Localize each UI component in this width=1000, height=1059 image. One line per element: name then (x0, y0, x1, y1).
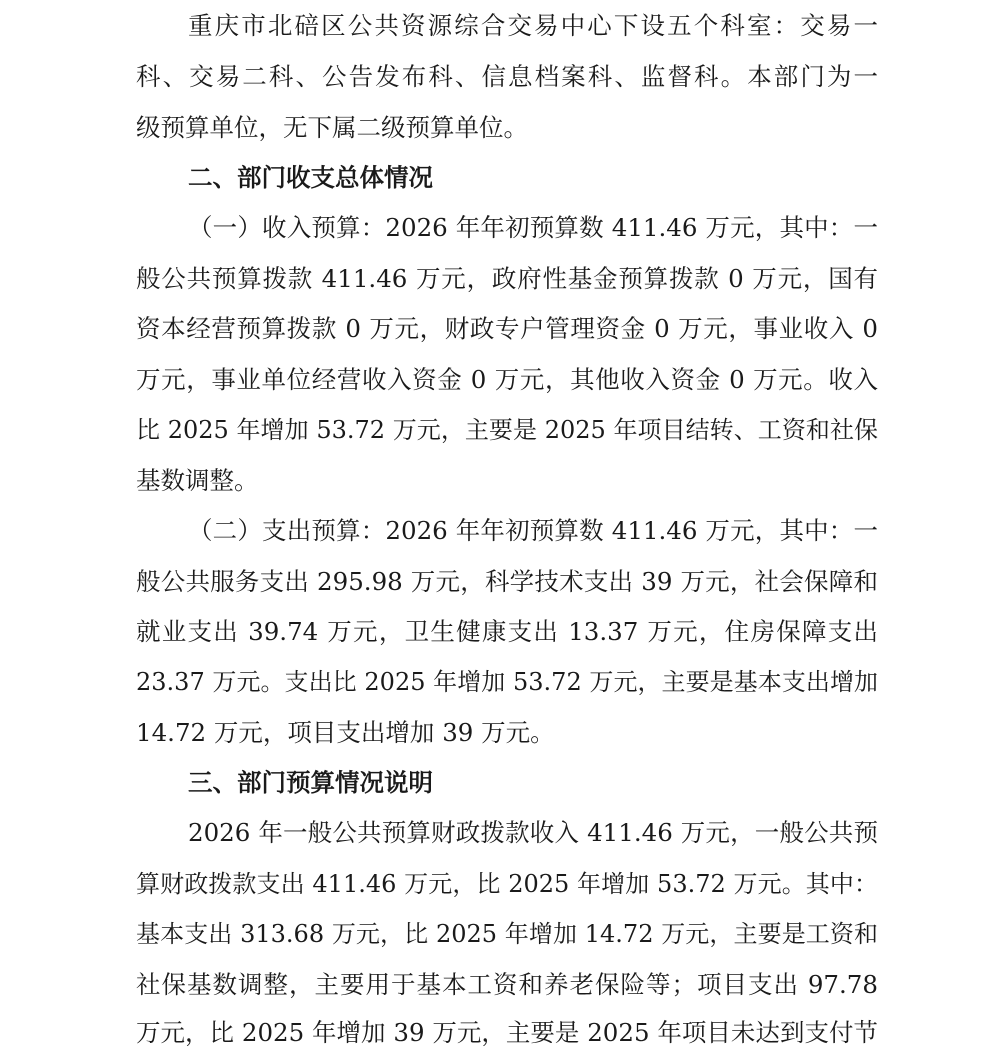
paragraph-line-3: 级预算单位，无下属二级预算单位。 (136, 113, 528, 142)
paragraph-line-13: 就业支出 39.74 万元，卫生健康支出 13.37 万元，住房保障支出 (136, 617, 878, 646)
section-heading-3: 三、部门预算情况说明 (188, 768, 433, 797)
paragraph-line-12: 般公共服务支出 295.98 万元，科学技术支出 39 万元，社会保障和 (136, 567, 878, 596)
paragraph-line-18: 算财政拨款支出 411.46 万元，比 2025 年增加 53.72 万元。其中： (136, 870, 878, 898)
paragraph-line-21: 万元，比 2025 年增加 39 万元，主要是 2025 年项目未达到支付节 (136, 1018, 878, 1047)
paragraph-line-6: 般公共预算拨款 411.46 万元，政府性基金预算拨款 0 万元，国有 (136, 264, 878, 293)
paragraph-line-9: 比 2025 年增加 53.72 万元，主要是 2025 年项目结转、工资和社保 (136, 416, 878, 444)
paragraph-line-1: 重庆市北碚区公共资源综合交易中心下设五个科室：交易一 (188, 11, 878, 40)
paragraph-line-15: 14.72 万元，项目支出增加 39 万元。 (136, 718, 555, 747)
section-heading-2: 二、部门收支总体情况 (188, 163, 433, 192)
paragraph-line-8: 万元，事业单位经营收入资金 0 万元，其他收入资金 0 万元。收入 (136, 365, 878, 394)
paragraph-line-17: 2026 年一般公共预算财政拨款收入 411.46 万元，一般公共预 (188, 818, 878, 847)
paragraph-line-10: 基数调整。 (136, 466, 259, 495)
paragraph-line-14: 23.37 万元。支出比 2025 年增加 53.72 万元，主要是基本支出增加 (136, 668, 878, 696)
paragraph-line-7: 资本经营预算拨款 0 万元，财政专户管理资金 0 万元，事业收入 0 (136, 314, 878, 343)
paragraph-line-5: （一）收入预算：2026 年年初预算数 411.46 万元，其中：一 (188, 213, 878, 242)
paragraph-line-19: 基本支出 313.68 万元，比 2025 年增加 14.72 万元，主要是工资和 (136, 920, 878, 948)
paragraph-line-20: 社保基数调整，主要用于基本工资和养老保险等；项目支出 97.78 (136, 970, 878, 999)
paragraph-line-11: （二）支出预算：2026 年年初预算数 411.46 万元，其中：一 (188, 516, 878, 545)
paragraph-line-2: 科、交易二科、公告发布科、信息档案科、监督科。本部门为一 (136, 62, 878, 91)
